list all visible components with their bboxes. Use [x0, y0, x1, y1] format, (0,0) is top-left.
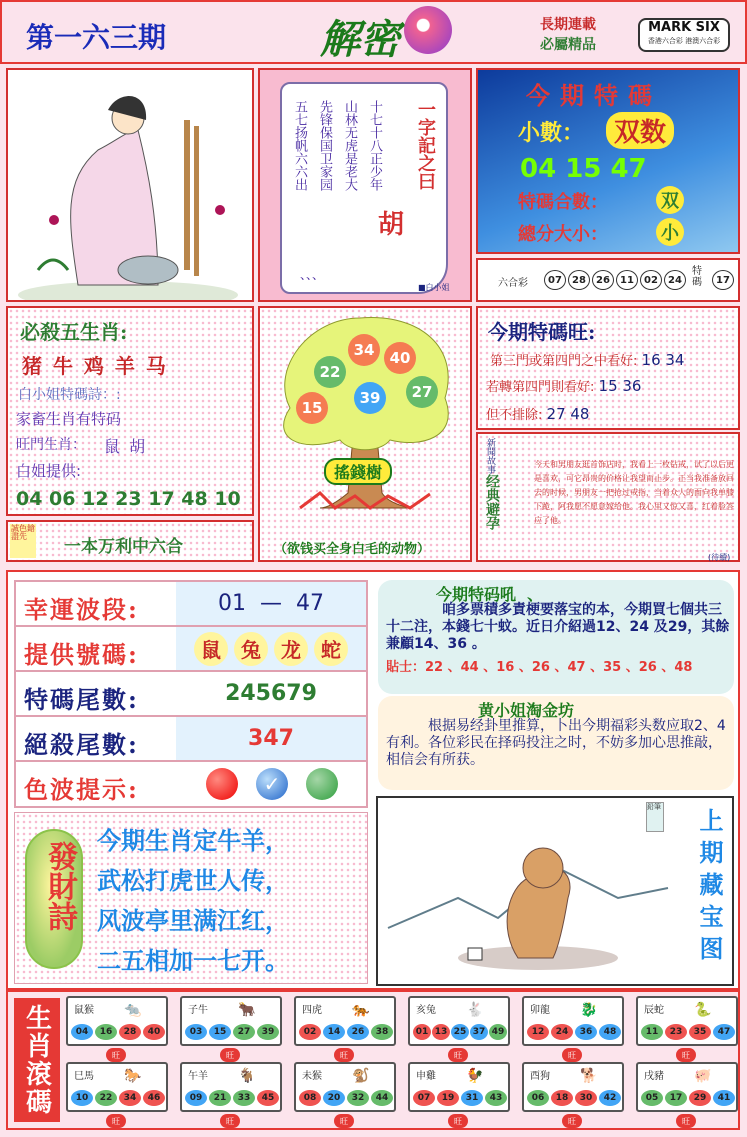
- animal-chip: 蛇: [314, 632, 348, 666]
- zodiac-ball: 19: [437, 1090, 459, 1106]
- tree-ball: 22: [314, 356, 346, 388]
- total-value: 小: [656, 218, 684, 246]
- result-special-label: 特碼: [692, 266, 702, 288]
- tree-ball: 40: [384, 342, 416, 374]
- row-wave-label: 色波提示:: [24, 775, 139, 804]
- slogan-line2: 必屬精品: [540, 37, 596, 53]
- zodiac-balls: [413, 1024, 507, 1040]
- animal-ox-icon: 🐂: [238, 1002, 256, 1018]
- huang-title: 黄小姐淘金坊: [478, 701, 575, 720]
- scroll-columns: [290, 100, 384, 270]
- result-ball: 24: [664, 270, 686, 290]
- ad-tag: 誠色鎗盡先: [10, 524, 36, 558]
- hot-line2: [486, 376, 641, 395]
- zodiac-ball: 08: [299, 1090, 321, 1106]
- hot-line3: [486, 404, 589, 423]
- zodiac-ball: 34: [119, 1090, 141, 1106]
- zodiac-ball: 28: [119, 1024, 141, 1040]
- zodiac-box: [522, 996, 624, 1046]
- result-special-ball: 17: [712, 270, 734, 290]
- zodiac-ball: 11: [641, 1024, 663, 1040]
- wang-badge: 旺: [676, 1048, 696, 1062]
- animal-dog-icon: 🐕: [580, 1068, 598, 1084]
- row-provide: [16, 627, 366, 672]
- total-label: 總分大小：: [518, 224, 608, 245]
- treasure-panel: [376, 796, 734, 986]
- zodiac-ball: 49: [489, 1024, 507, 1040]
- tree-ball: 34: [348, 334, 380, 366]
- ad-strip: [6, 520, 254, 562]
- row-kill-tail-value: 347: [176, 717, 366, 760]
- poem-scroll-panel: [258, 68, 472, 302]
- zodiac-balls: [71, 1090, 165, 1106]
- row-tail-value: 245679: [225, 681, 317, 706]
- brand-name: MARK SIX: [648, 20, 720, 35]
- wang-badge: 旺: [448, 1114, 468, 1128]
- money-tree-panel: [258, 306, 472, 562]
- special-title: 今期特碼: [526, 81, 662, 110]
- zodiac-name: 子牛: [188, 1005, 208, 1016]
- zodiac-ball: 32: [347, 1090, 369, 1106]
- zodiac-ball: 37: [470, 1024, 488, 1040]
- zodiac-ball: 47: [713, 1024, 735, 1040]
- lady-figure-image: [8, 70, 252, 300]
- zodiac-ball: 46: [143, 1090, 165, 1106]
- scroll-answer: 胡: [378, 210, 405, 240]
- zodiac-name: 申雞: [416, 1071, 436, 1082]
- zodiac-ball: 30: [575, 1090, 597, 1106]
- zodiac-name: 四虎: [302, 1005, 322, 1016]
- zodiac-balls: [527, 1024, 621, 1040]
- row-lucky-value: 01 — 47: [176, 582, 366, 625]
- zodiac-ball: 18: [551, 1090, 573, 1106]
- animal-rabbit-icon: 🐇: [466, 1002, 484, 1018]
- tree-ball: 15: [296, 392, 328, 424]
- scroll-col-1: 十七十八正少年: [367, 100, 382, 191]
- kill-numbers: 04 06 12 23 17 48 10: [16, 488, 241, 510]
- zodiac-ball: 29: [689, 1090, 711, 1106]
- sum-value: 双: [656, 186, 684, 214]
- hot-line1: [490, 350, 684, 369]
- zodiac-ball: 14: [323, 1024, 345, 1040]
- wang-label: 旺門生肖：: [16, 437, 86, 453]
- zodiac-ball: 39: [257, 1024, 279, 1040]
- sum-label: 特碼合數：: [518, 192, 608, 213]
- hot-line3-value: 27 48: [546, 405, 590, 423]
- animal-rat-icon: 🐀: [124, 1002, 142, 1018]
- zodiac-box: [636, 996, 738, 1046]
- blue-wave-check-icon: ✓: [256, 768, 288, 800]
- kill-animals: 猪 牛 鸡 羊 马: [22, 354, 168, 378]
- poem-line: 家畜生肖有特码: [16, 410, 122, 428]
- brand-sub: 香港六合彩 港澳六合彩: [647, 37, 721, 45]
- zodiac-ball: 15: [209, 1024, 231, 1040]
- zodiac-name: 午羊: [188, 1071, 208, 1082]
- fortune-lines: [97, 821, 367, 981]
- wang-badge: 旺: [562, 1048, 582, 1062]
- scroll-col-3: 先锋保国卫家园: [317, 100, 332, 191]
- special-code-panel: [476, 68, 740, 254]
- huang-body: 根据易经卦里推算，卜出今期福彩头数应取2、4有利。各位彩民在择码投注之时，不妨多加心思推敲，相信会有所获。: [386, 718, 726, 768]
- hot-line3-label: 但不排除:: [486, 408, 543, 423]
- story-text: 今天和男朋友逛首饰店时，我看上一枚钻戒，试了以后更是喜欢，可它昂贵的价格让我望而止步。正当我准备放回去的时候，男朋友一把抢过戒指，当着众人的面向我单膝下跪，阿我愿不愿意嫁给他。我心里又惊又喜，红着脸答应了他。: [534, 460, 734, 525]
- hint-title: 今期特码吼 、: [436, 585, 544, 604]
- zodiac-ball: 17: [665, 1090, 687, 1106]
- result-ball: 28: [568, 270, 590, 290]
- animal-chip: 兔: [234, 632, 268, 666]
- fortune-line: 今期生肖定牛羊，: [97, 826, 289, 855]
- hint-tips: 貼士：22 、44 、16 、26 、47 、35 、26 、48: [386, 660, 693, 675]
- zodiac-ball: 20: [323, 1090, 345, 1106]
- fortune-badge-text: 發財詩: [42, 841, 77, 931]
- animal-monkey-icon: 🐒: [352, 1068, 370, 1084]
- row-provide-value: [176, 627, 366, 670]
- treasure-image: [378, 798, 678, 984]
- lady-illustration: [6, 68, 254, 302]
- zodiac-ball: 44: [371, 1090, 393, 1106]
- zodiac-box: [66, 996, 168, 1046]
- header-bar: [0, 0, 747, 64]
- hint-body: 咱多票積多責梗要落宝的本，今期買七個共三十二注，本錢七十蚊。近日介紹過12、24 及29，其餘兼顧14、36 。: [386, 602, 730, 652]
- zodiac-ball: 26: [347, 1024, 369, 1040]
- issue-label: 第一六三期: [26, 21, 167, 54]
- zodiac-name: 亥兔: [416, 1005, 436, 1016]
- story-side-2: 经典避孕: [484, 474, 500, 530]
- zodiac-ball: 03: [185, 1024, 207, 1040]
- row-kill-tail: [16, 717, 366, 762]
- hint-panel: [378, 580, 734, 694]
- story-side-1: 新聞故事: [485, 438, 495, 474]
- fortune-line: 二五相加一七开。: [97, 946, 289, 975]
- wang-badge: 旺: [448, 1048, 468, 1062]
- hot-line2-label: 若轉第四門則看好:: [486, 380, 595, 395]
- special-numbers: 04 15 47: [520, 154, 647, 184]
- zodiac-box: [180, 996, 282, 1046]
- animal-dragon-icon: 🐉: [580, 1002, 598, 1018]
- zodiac-ball: 45: [257, 1090, 279, 1106]
- tree-caption: （欲钱买全身白毛的动物）: [274, 542, 431, 557]
- wang-badge: 旺: [334, 1114, 354, 1128]
- row-lucky: [16, 582, 366, 627]
- zodiac-balls: [527, 1090, 621, 1106]
- info-table: [14, 580, 368, 808]
- zodiac-balls: [185, 1090, 279, 1106]
- zodiac-balls: [299, 1024, 393, 1040]
- row-tail-label: 特碼尾數:: [24, 685, 139, 714]
- zodiac-ball: 41: [713, 1090, 735, 1106]
- size-label: 小數：: [518, 121, 585, 146]
- wang-badge: 旺: [106, 1114, 126, 1128]
- huang-panel: [378, 696, 734, 790]
- hot-line1-label: 第三門或第四門之中看好:: [490, 354, 638, 369]
- zodiac-balls: [299, 1090, 393, 1106]
- zodiac-box: [66, 1062, 168, 1112]
- zodiac-balls: [71, 1024, 165, 1040]
- treasure-tag: 鉛筆: [646, 802, 664, 832]
- tree-label: 搖錢樹: [324, 458, 392, 485]
- zodiac-ball: 25: [451, 1024, 469, 1040]
- last-result-bar: [476, 258, 740, 302]
- zodiac-ball: 38: [371, 1024, 393, 1040]
- hot-line1-value: 16 34: [641, 351, 685, 369]
- zodiac-name: 巳馬: [74, 1071, 94, 1082]
- tip-label: 白姐提供:: [16, 462, 82, 480]
- kill-title: 必殺五生肖:: [20, 320, 128, 344]
- zodiac-box: [294, 1062, 396, 1112]
- zodiac-balls: [641, 1024, 735, 1040]
- zodiac-box: [408, 996, 510, 1046]
- parity-badge: 双数: [606, 112, 674, 149]
- brand-badge: [638, 18, 730, 52]
- zodiac-box: [408, 1062, 510, 1112]
- hot-code-panel: [476, 306, 740, 430]
- zodiac-ball: 24: [551, 1024, 573, 1040]
- zodiac-ball: 06: [527, 1090, 549, 1106]
- zodiac-ball: 07: [413, 1090, 435, 1106]
- zodiac-balls: [641, 1090, 735, 1106]
- wang-badge: 旺: [334, 1048, 354, 1062]
- animal-horse-icon: 🐎: [124, 1068, 142, 1084]
- zodiac-section: [6, 990, 740, 1130]
- zodiac-ball: 02: [299, 1024, 321, 1040]
- zodiac-ball: 36: [575, 1024, 597, 1040]
- tree-ball: 27: [406, 376, 438, 408]
- zodiac-ball: 16: [95, 1024, 117, 1040]
- zodiac-box: [180, 1062, 282, 1112]
- zodiac-ball: 13: [432, 1024, 450, 1040]
- animal-rooster-icon: 🐓: [466, 1068, 484, 1084]
- zodiac-ball: 48: [599, 1024, 621, 1040]
- slogan-line1: 長期連載: [540, 17, 596, 33]
- zodiac-ball: 04: [71, 1024, 93, 1040]
- wang-badge: 旺: [220, 1114, 240, 1128]
- row-tail: [16, 672, 366, 717]
- red-wave-ball: [206, 768, 238, 800]
- fortune-poem-panel: [14, 812, 368, 984]
- hot-line2-value: 15 36: [598, 377, 642, 395]
- result-balls: [544, 270, 686, 290]
- zodiac-box: [522, 1062, 624, 1112]
- tree-ball: 39: [354, 382, 386, 414]
- scroll-tail: 、、、: [300, 268, 325, 282]
- logo-text: 解密: [320, 16, 400, 63]
- scroll-title: 一字記之曰: [415, 100, 436, 190]
- green-wave-ball: [306, 768, 338, 800]
- zodiac-name: 鼠猴: [74, 1005, 94, 1016]
- scroll-col-2: 山林无虎是老大: [342, 100, 357, 191]
- story-panel: [476, 432, 740, 562]
- scroll-credit: ■白小姐: [418, 283, 450, 292]
- zodiac-ball: 21: [209, 1090, 231, 1106]
- animal-chip: 龙: [274, 632, 308, 666]
- zodiac-ball: 22: [95, 1090, 117, 1106]
- fortune-line: 风波亭里满江红，: [97, 906, 289, 935]
- result-ball: 11: [616, 270, 638, 290]
- animal-tiger-icon: 🐅: [352, 1002, 370, 1018]
- wang-badge: 旺: [220, 1048, 240, 1062]
- zodiac-ball: 27: [233, 1024, 255, 1040]
- animal-goat-icon: 🐐: [238, 1068, 256, 1084]
- zodiac-ball: 31: [461, 1090, 483, 1106]
- zodiac-ball: 09: [185, 1090, 207, 1106]
- zodiac-ball: 01: [413, 1024, 431, 1040]
- zodiac-side-label: 生肖滾碼: [14, 998, 60, 1122]
- zodiac-ball: 35: [689, 1024, 711, 1040]
- zodiac-ball: 05: [641, 1090, 663, 1106]
- zodiac-balls: [413, 1090, 507, 1106]
- treasure-title: 上期藏宝图: [695, 808, 724, 968]
- row-provide-label: 提供號碼:: [24, 640, 139, 669]
- ad-text: 一本万利中六合: [64, 537, 183, 557]
- zodiac-name: 辰蛇: [644, 1005, 664, 1016]
- zodiac-ball: 40: [143, 1024, 165, 1040]
- poem-label: 白小姐特碼詩：:: [18, 387, 121, 403]
- result-ball: 07: [544, 270, 566, 290]
- wang-value: 鼠 胡: [104, 437, 148, 456]
- hot-title: 今期特碼旺:: [488, 320, 596, 344]
- result-ball: 26: [592, 270, 614, 290]
- kill-five-panel: [6, 306, 254, 516]
- zodiac-balls: [185, 1024, 279, 1040]
- zodiac-name: 戌豬: [644, 1071, 664, 1082]
- zodiac-name: 卯龍: [530, 1005, 550, 1016]
- zodiac-name: 未猴: [302, 1071, 322, 1082]
- animal-chip: 鼠: [194, 632, 228, 666]
- zodiac-box: [294, 996, 396, 1046]
- zodiac-ball: 33: [233, 1090, 255, 1106]
- zodiac-ball: 12: [527, 1024, 549, 1040]
- row-lucky-label: 幸運波段:: [24, 595, 139, 624]
- result-ball: 02: [640, 270, 662, 290]
- row-wave: [16, 762, 366, 806]
- animal-snake-icon: 🐍: [694, 1002, 712, 1018]
- wang-badge: 旺: [676, 1114, 696, 1128]
- story-more: (待續): [708, 553, 731, 562]
- logo-disc-icon: [404, 6, 452, 54]
- zodiac-box: [636, 1062, 738, 1112]
- row-kill-tail-label: 絕殺尾數:: [24, 730, 139, 759]
- fortune-line: 武松打虎世人传，: [97, 866, 289, 895]
- zodiac-ball: 43: [485, 1090, 507, 1106]
- result-label: 六合彩: [498, 278, 528, 289]
- scroll-col-4: 五七扬帆六六出: [292, 100, 307, 191]
- wang-badge: 旺: [106, 1048, 126, 1062]
- animal-pig-icon: 🐖: [694, 1068, 712, 1084]
- zodiac-name: 酉狗: [530, 1071, 550, 1082]
- zodiac-ball: 10: [71, 1090, 93, 1106]
- zodiac-ball: 42: [599, 1090, 621, 1106]
- wang-badge: 旺: [562, 1114, 582, 1128]
- zodiac-ball: 23: [665, 1024, 687, 1040]
